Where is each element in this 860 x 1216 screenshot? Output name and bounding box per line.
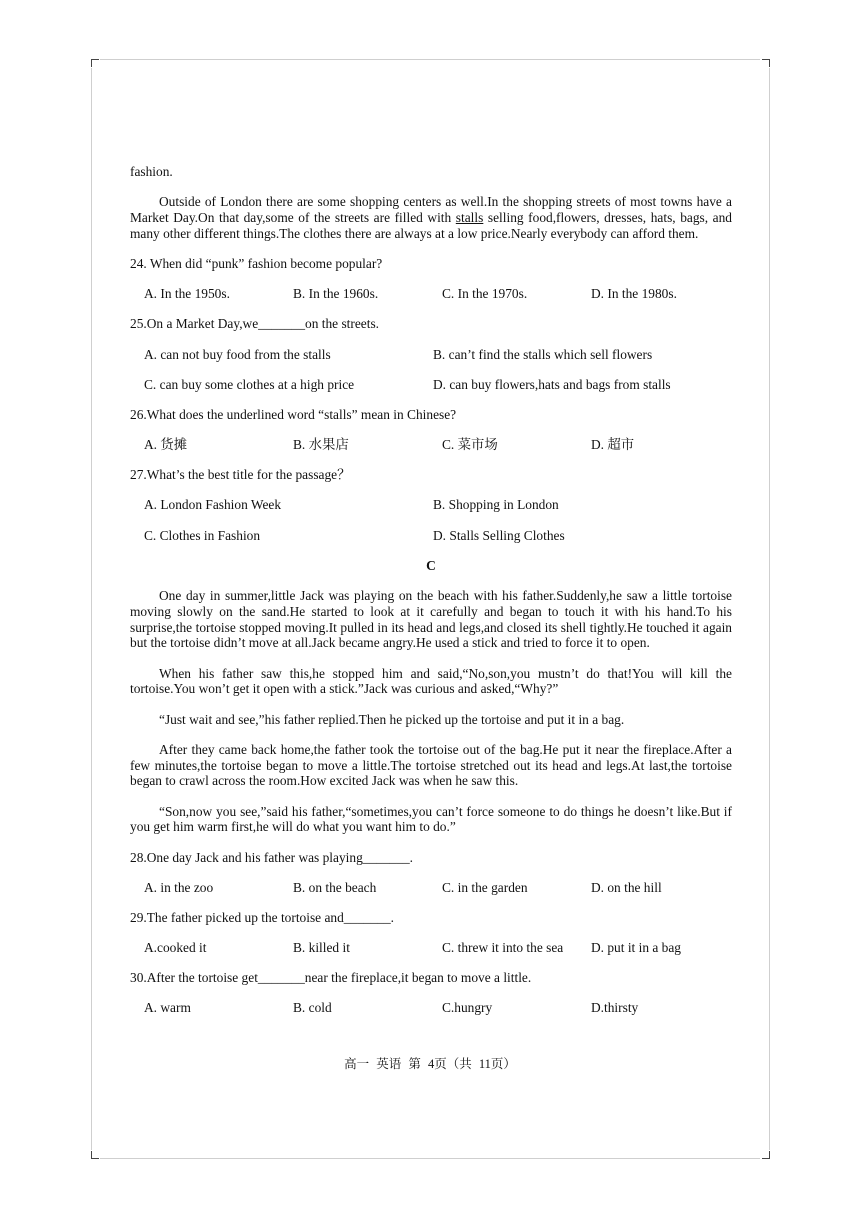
underlined-word-stalls: stalls <box>455 209 484 225</box>
option-d: D. on the hill <box>591 879 662 895</box>
question-27: 27.What’s the best title for the passage？ <box>130 467 351 483</box>
option-c: C. can buy some clothes at a high price <box>144 376 355 392</box>
section-heading-c: C <box>426 557 436 573</box>
margin-line-left <box>91 68 92 1150</box>
option-d: D. Stalls Selling Clothes <box>433 527 565 543</box>
passage-c-paragraph-3: “Just wait and see,”his father replied.Then he picked up the tortoise and put it in a bag. <box>159 711 625 727</box>
option-c: C.hungry <box>442 1000 493 1016</box>
option-b: B. In the 1960s. <box>293 286 379 302</box>
page-content <box>130 164 732 1031</box>
question-24: 24. When did “punk” fashion become popular? <box>130 255 383 271</box>
option-b: B. on the beach <box>293 879 377 895</box>
margin-line-top <box>100 59 760 60</box>
corner-mark-bottom-left <box>91 1151 99 1159</box>
option-d: D. put it in a bag <box>591 940 682 956</box>
option-a: A. London Fashion Week <box>144 497 282 513</box>
option-b: B. Shopping in London <box>433 497 559 513</box>
margin-line-right <box>769 68 770 1150</box>
option-c: C. threw it into the sea <box>442 940 564 956</box>
option-a: A. In the 1950s. <box>144 286 230 302</box>
passage-c-paragraph-1: One day in summer,little Jack was playing on the beach with his father.Suddenly,he saw a little tortoise moving slowly on the sand.He started to look at it carefully and began to touch it with his hand.To his surprise,the tortoise stopped moving.It pulled in its head and legs,and closed its shell tightly.He touched it again but the tortoise didn’t move at all.Jack became angry.He used a stick and tried to force it to open. <box>130 588 732 651</box>
option-a: A.cooked it <box>144 940 207 956</box>
passage-c-paragraph-5: “Son,now you see,”said his father,“sometimes,you can’t force someone to do things he doesn’t like.But if you get him warm first,he will do what you want him to do.” <box>130 803 732 835</box>
option-c: C. Clothes in Fashion <box>144 527 261 543</box>
question-28-options <box>130 880 732 896</box>
corner-mark-top-left <box>91 59 99 67</box>
page-footer: 高一 英语 第 4页（共 11页） <box>344 1057 516 1071</box>
passage-c-paragraph-2: When his father saw this,he stopped him and said,“No,son,you mustn’t do that!You will kill the tortoise.You won’t get it open with a stick.”Jack was curious and asked,“Why?” <box>130 665 732 697</box>
option-d: D. can buy flowers,hats and bags from stalls <box>433 376 671 392</box>
option-c: C. in the garden <box>442 879 528 895</box>
option-c: C. In the 1970s. <box>442 286 528 302</box>
option-a: A. warm <box>144 1000 191 1016</box>
option-d: D. In the 1980s. <box>591 286 677 302</box>
question-24-options <box>130 286 732 302</box>
corner-mark-bottom-right <box>762 1151 770 1159</box>
option-d: D.thirsty <box>591 1000 639 1016</box>
option-b: B. 水果店 <box>293 437 349 453</box>
option-b: B. can’t find the stalls which sell flowers <box>433 346 653 362</box>
question-29-options <box>130 940 732 956</box>
question-27-options-row1 <box>130 497 732 513</box>
question-25-options-row2 <box>130 377 732 393</box>
option-c: C. 菜市场 <box>442 437 498 453</box>
passage-c-paragraph-4: After they came back home,the father took the tortoise out of the bag.He put it near the fireplace.After a few minutes,the tortoise began to move a little.The tortoise stretched out its head and legs.At last,the tortoise began to crawl across the room.How excited Jack was when he saw this. <box>130 741 732 789</box>
margin-line-bottom <box>100 1158 760 1159</box>
option-a: A. 货摊 <box>144 437 188 453</box>
question-30-options <box>130 1000 732 1016</box>
market-paragraph: Outside of London there are some shopping centers as well.In the shopping streets of most towns have a Market Day.On that day,some of the streets are filled with stalls selling food,flowers, dresses, hats, bags, and many other different things.The clothes there are always at a low price.Nearly everybody can afford them. <box>130 194 733 241</box>
question-26: 26.What does the underlined word “stalls” mean in Chinese? <box>130 406 457 422</box>
option-a: A. in the zoo <box>144 879 214 895</box>
option-b: B. killed it <box>293 940 350 956</box>
option-a: A. can not buy food from the stalls <box>144 346 331 362</box>
question-26-options <box>130 437 732 453</box>
question-30: 30.After the tortoise get_______near the fireplace,it began to move a little. <box>130 970 532 986</box>
option-b: B. cold <box>293 1000 332 1016</box>
question-27-options-row2 <box>130 528 732 544</box>
question-25: 25.On a Market Day,we_______on the streets. <box>130 316 380 332</box>
corner-mark-top-right <box>762 59 770 67</box>
question-25-options-row1 <box>130 347 732 363</box>
question-28: 28.One day Jack and his father was playing_______. <box>130 849 413 865</box>
question-29: 29.The father picked up the tortoise and_______. <box>130 909 395 925</box>
intro-line: fashion. <box>130 164 173 179</box>
option-d: D. 超市 <box>591 437 635 453</box>
